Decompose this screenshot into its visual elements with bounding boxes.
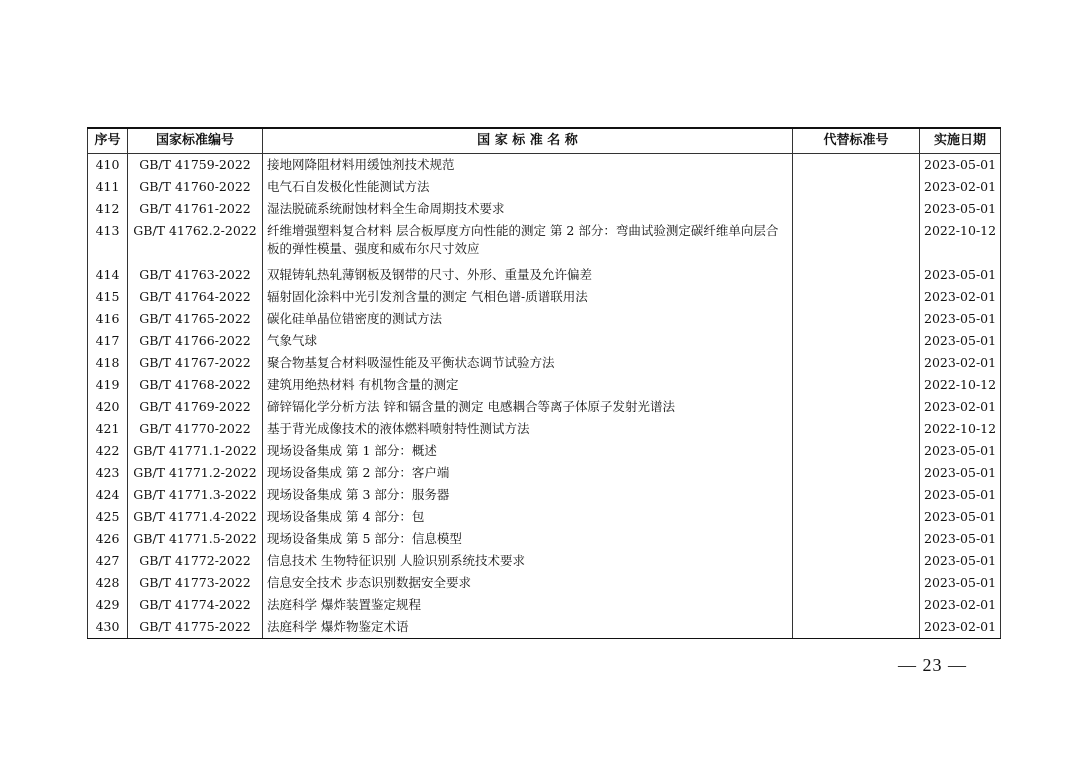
cell-replaced-standard: [793, 506, 920, 528]
cell-standard-name: 接地网降阻材料用缓蚀剂技术规范: [263, 154, 793, 177]
cell-seq: 414: [88, 264, 128, 286]
cell-replaced-standard: [793, 330, 920, 352]
cell-standard-number: GB/T 41771.2-2022: [128, 462, 263, 484]
table-body: [88, 154, 1001, 639]
cell-standard-number: GB/T 41771.3-2022: [128, 484, 263, 506]
cell-standard-number: GB/T 41771.5-2022: [128, 528, 263, 550]
cell-standard-name: 电气石自发极化性能测试方法: [263, 176, 793, 198]
cell-implementation-date: 2022-10-12: [920, 418, 1001, 440]
cell-standard-number: GB/T 41771.1-2022: [128, 440, 263, 462]
cell-standard-number: GB/T 41775-2022: [128, 616, 263, 639]
cell-replaced-standard: [793, 198, 920, 220]
cell-seq: 412: [88, 198, 128, 220]
cell-standard-name: 辐射固化涂料中光引发剂含量的测定 气相色谱-质谱联用法: [263, 286, 793, 308]
cell-replaced-standard: [793, 528, 920, 550]
header-seq: 序号: [88, 128, 128, 154]
cell-implementation-date: 2023-05-01: [920, 198, 1001, 220]
cell-standard-name: 现场设备集成 第 4 部分：包: [263, 506, 793, 528]
cell-seq: 413: [88, 220, 128, 264]
cell-seq: 430: [88, 616, 128, 639]
cell-implementation-date: 2023-02-01: [920, 616, 1001, 639]
cell-replaced-standard: [793, 286, 920, 308]
table-row: [88, 616, 1001, 639]
cell-standard-number: GB/T 41771.4-2022: [128, 506, 263, 528]
cell-standard-number: GB/T 41770-2022: [128, 418, 263, 440]
cell-standard-name: 现场设备集成 第 5 部分：信息模型: [263, 528, 793, 550]
cell-standard-name: 湿法脱硫系统耐蚀材料全生命周期技术要求: [263, 198, 793, 220]
cell-implementation-date: 2023-05-01: [920, 572, 1001, 594]
table-row: [88, 550, 1001, 572]
table-row: [88, 396, 1001, 418]
header-standard-name: 国 家 标 准 名 称: [263, 128, 793, 154]
table-row: [88, 594, 1001, 616]
cell-implementation-date: 2023-02-01: [920, 594, 1001, 616]
cell-implementation-date: 2023-02-01: [920, 396, 1001, 418]
table-row: [88, 352, 1001, 374]
cell-seq: 429: [88, 594, 128, 616]
cell-standard-name: 碳化硅单晶位错密度的测试方法: [263, 308, 793, 330]
table-row: [88, 572, 1001, 594]
table-row: [88, 264, 1001, 286]
cell-standard-name: 现场设备集成 第 2 部分：客户端: [263, 462, 793, 484]
table-row: [88, 440, 1001, 462]
table-row: [88, 330, 1001, 352]
table-row: [88, 286, 1001, 308]
cell-replaced-standard: [793, 616, 920, 639]
cell-standard-number: GB/T 41774-2022: [128, 594, 263, 616]
cell-replaced-standard: [793, 154, 920, 177]
cell-replaced-standard: [793, 440, 920, 462]
cell-seq: 428: [88, 572, 128, 594]
cell-standard-name: 双辊铸轧热轧薄钢板及钢带的尺寸、外形、重量及允许偏差: [263, 264, 793, 286]
cell-standard-number: GB/T 41769-2022: [128, 396, 263, 418]
cell-seq: 417: [88, 330, 128, 352]
table-row: [88, 308, 1001, 330]
cell-replaced-standard: [793, 396, 920, 418]
table-row: [88, 528, 1001, 550]
cell-replaced-standard: [793, 418, 920, 440]
cell-standard-number: GB/T 41761-2022: [128, 198, 263, 220]
header-row: [88, 128, 1001, 154]
table-row: [88, 484, 1001, 506]
standards-table: [87, 127, 1001, 639]
cell-implementation-date: 2023-05-01: [920, 550, 1001, 572]
cell-standard-number: GB/T 41773-2022: [128, 572, 263, 594]
cell-implementation-date: 2023-05-01: [920, 440, 1001, 462]
cell-implementation-date: 2023-05-01: [920, 154, 1001, 177]
table-row: [88, 462, 1001, 484]
table-row: [88, 176, 1001, 198]
cell-seq: 420: [88, 396, 128, 418]
cell-implementation-date: 2023-02-01: [920, 286, 1001, 308]
cell-replaced-standard: [793, 484, 920, 506]
cell-implementation-date: 2023-05-01: [920, 506, 1001, 528]
cell-implementation-date: 2023-05-01: [920, 264, 1001, 286]
table-row: [88, 220, 1001, 264]
cell-standard-number: GB/T 41763-2022: [128, 264, 263, 286]
cell-standard-number: GB/T 41759-2022: [128, 154, 263, 177]
table-row: [88, 374, 1001, 396]
cell-standard-name: 气象气球: [263, 330, 793, 352]
cell-implementation-date: 2023-05-01: [920, 462, 1001, 484]
table-header: [88, 128, 1001, 154]
cell-seq: 418: [88, 352, 128, 374]
cell-implementation-date: 2022-10-12: [920, 220, 1001, 264]
cell-implementation-date: 2023-02-01: [920, 176, 1001, 198]
cell-seq: 425: [88, 506, 128, 528]
cell-standard-number: GB/T 41766-2022: [128, 330, 263, 352]
cell-implementation-date: 2023-05-01: [920, 528, 1001, 550]
cell-seq: 422: [88, 440, 128, 462]
cell-implementation-date: 2022-10-12: [920, 374, 1001, 396]
header-implementation-date: 实施日期: [920, 128, 1001, 154]
cell-replaced-standard: [793, 374, 920, 396]
cell-standard-name: 聚合物基复合材料吸湿性能及平衡状态调节试验方法: [263, 352, 793, 374]
cell-seq: 415: [88, 286, 128, 308]
cell-standard-number: GB/T 41760-2022: [128, 176, 263, 198]
cell-replaced-standard: [793, 176, 920, 198]
cell-seq: 411: [88, 176, 128, 198]
cell-implementation-date: 2023-05-01: [920, 308, 1001, 330]
cell-standard-name: 纤维增强塑料复合材料 层合板厚度方向性能的测定 第 2 部分：弯曲试验测定碳纤维单向层合板的弹性模量、强度和威布尔尺寸效应: [263, 220, 793, 264]
cell-standard-name: 法庭科学 爆炸物鉴定术语: [263, 616, 793, 639]
cell-standard-name: 基于背光成像技术的液体燃料喷射特性测试方法: [263, 418, 793, 440]
cell-standard-name: 信息技术 生物特征识别 人脸识别系统技术要求: [263, 550, 793, 572]
cell-implementation-date: 2023-05-01: [920, 484, 1001, 506]
cell-replaced-standard: [793, 572, 920, 594]
cell-implementation-date: 2023-02-01: [920, 352, 1001, 374]
cell-replaced-standard: [793, 462, 920, 484]
cell-implementation-date: 2023-05-01: [920, 330, 1001, 352]
page-number: — 23 —: [898, 655, 967, 675]
cell-seq: 424: [88, 484, 128, 506]
cell-replaced-standard: [793, 308, 920, 330]
cell-standard-name: 法庭科学 爆炸装置鉴定规程: [263, 594, 793, 616]
cell-standard-name: 信息安全技术 步态识别数据安全要求: [263, 572, 793, 594]
cell-seq: 410: [88, 154, 128, 177]
table-row: [88, 154, 1001, 177]
cell-standard-name: 现场设备集成 第 3 部分：服务器: [263, 484, 793, 506]
cell-standard-number: GB/T 41765-2022: [128, 308, 263, 330]
cell-replaced-standard: [793, 220, 920, 264]
cell-standard-name: 碲锌镉化学分析方法 锌和镉含量的测定 电感耦合等离子体原子发射光谱法: [263, 396, 793, 418]
cell-standard-number: GB/T 41764-2022: [128, 286, 263, 308]
cell-standard-name: 现场设备集成 第 1 部分：概述: [263, 440, 793, 462]
cell-seq: 421: [88, 418, 128, 440]
cell-seq: 426: [88, 528, 128, 550]
cell-replaced-standard: [793, 264, 920, 286]
cell-seq: 427: [88, 550, 128, 572]
cell-seq: 423: [88, 462, 128, 484]
cell-standard-name: 建筑用绝热材料 有机物含量的测定: [263, 374, 793, 396]
header-standard-number: 国家标准编号: [128, 128, 263, 154]
cell-seq: 416: [88, 308, 128, 330]
table-row: [88, 198, 1001, 220]
cell-seq: 419: [88, 374, 128, 396]
cell-standard-number: GB/T 41762.2-2022: [128, 220, 263, 264]
cell-standard-number: GB/T 41772-2022: [128, 550, 263, 572]
header-replaced-standard: 代替标准号: [793, 128, 920, 154]
table-row: [88, 418, 1001, 440]
cell-replaced-standard: [793, 352, 920, 374]
cell-standard-number: GB/T 41767-2022: [128, 352, 263, 374]
table-row: [88, 506, 1001, 528]
cell-replaced-standard: [793, 594, 920, 616]
cell-standard-number: GB/T 41768-2022: [128, 374, 263, 396]
cell-replaced-standard: [793, 550, 920, 572]
